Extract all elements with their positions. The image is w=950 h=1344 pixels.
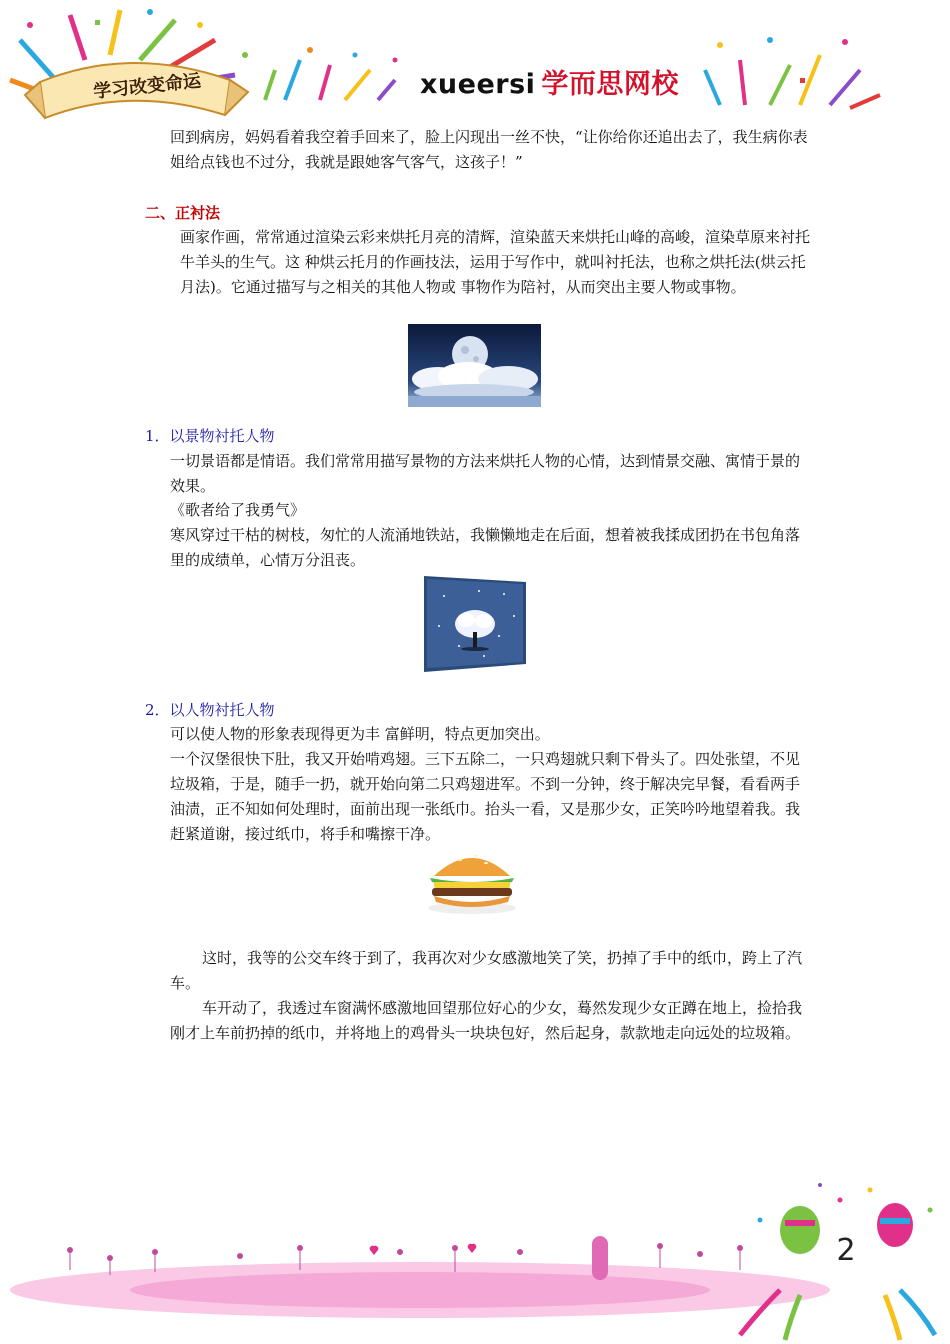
- closing-paragraph-1: 这时，我等的公交车终于到了，我再次对少女感激地笑了笑，扔掉了手中的纸巾，跨上了汽车。: [170, 949, 803, 992]
- subsection-1-description: 一切景语都是情语。我们常常用描写景物的方法来烘托人物的心情，达到情景交融、寓情于景的效果。: [170, 452, 801, 495]
- section-description: 画家作画，常常通过渲染云彩来烘托月亮的清辉，渲染蓝天来烘托山峰的高峻，渲染草原来衬托牛羊头的生气。这 种烘云托月的作画技法，运用于写作中，就叫衬托法，也称之烘托法(烘云托月法)。它通过描写与之相关的其他人物或 事物作为陪衬，从而突出主要人物或事物。: [180, 228, 811, 296]
- section-title: 二、正衬法: [145, 204, 221, 222]
- brand-logo: [420, 62, 679, 101]
- subsection-2-description: 可以使人物的形象表现得更为丰 富鲜明，特点更加突出。: [170, 725, 550, 743]
- brand-cn: 学而思网校: [541, 69, 679, 100]
- closing-paragraph-2: 车开动了，我透过车窗满怀感激地回望那位好心的少女，蓦然发现少女正蹲在地上，捡拾我刚才上车前扔掉的纸巾，并将地上的鸡骨头一块块包好，然后起身，款款地走向远处的垃圾箱。: [170, 999, 803, 1042]
- hamburger-illustration: [424, 846, 520, 916]
- page-header: [0, 0, 950, 130]
- subsection-1-title: 1．以景物衬托人物: [145, 427, 275, 445]
- page-footer: [0, 1160, 950, 1344]
- moon-clouds-image: [408, 324, 541, 407]
- banner-text: 学习改变命运: [92, 70, 202, 103]
- moon-clouds-illustration: [408, 324, 541, 407]
- intro-paragraph: 回到病房，妈妈看着我空着手回来了，脸上闪现出一丝不快，“让你给你还追出去了，我生病你表姐给点钱也不过分，我就是跟她客气客气，这孩子！”: [170, 128, 808, 171]
- subsection-1-example-text: 寒风穿过干枯的树枝，匆忙的人流涌地铁站，我懒懒地走在后面，想着被我揉成团扔在书包角落里的成绩单，心情万分沮丧。: [170, 526, 801, 569]
- winter-tree-illustration: [424, 576, 526, 672]
- subsection-1-example-title: 《歌者给了我勇气》: [170, 501, 306, 519]
- confetti-mid: [265, 47, 398, 100]
- footer-decoration: [0, 1160, 950, 1344]
- brand-latin: xueersi: [420, 69, 536, 100]
- subsection-2-example-text: 一个汉堡很快下肚，我又开始啃鸡翅。三下五除二，一只鸡翅就只剩下骨头了。四处张望，不见垃圾箱，于是，随手一扔，就开始向第二只鸡翅进军。不到一分钟，终于解决完早餐，看看两手油渍，正不知如何处理时，面前出现一张纸巾。抬头一看，又是那少女，正笑吟吟地望着我。我赶紧道谢，接过纸巾，将手和嘴擦干净。: [170, 750, 801, 843]
- confetti-burst-right: [705, 37, 880, 108]
- hamburger-image: [424, 846, 520, 916]
- subsection-2-title: 2．以人物衬托人物: [145, 701, 275, 719]
- page-number: 2: [836, 1233, 856, 1268]
- winter-tree-image: [424, 576, 526, 672]
